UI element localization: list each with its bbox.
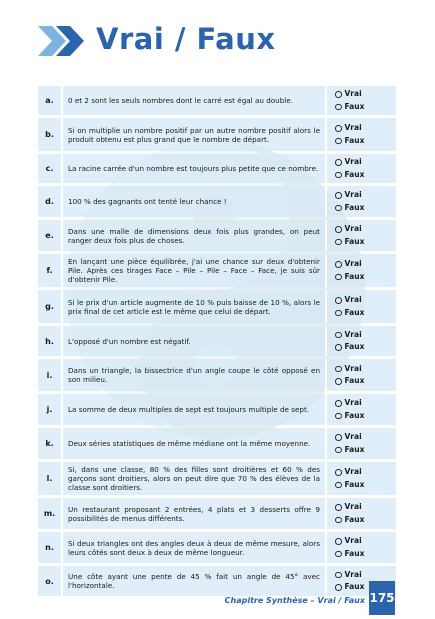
option-false[interactable] [335, 444, 395, 457]
item-statement: L'opposé d'un nombre est négatif. [63, 326, 327, 356]
radio-circle-icon[interactable] [335, 138, 342, 145]
radio-circle-icon[interactable] [335, 239, 342, 246]
option-false[interactable] [335, 479, 395, 492]
item-statement: Dans un triangle, la bissectrice d'un angle coupe le côté opposé en son milieu. [63, 359, 327, 391]
item-letter: l. [38, 462, 63, 495]
quiz-row [38, 220, 396, 251]
option-false-label: Faux [344, 444, 365, 454]
option-true[interactable] [335, 569, 395, 582]
option-false-label: Faux [344, 169, 365, 179]
double-chevron-icon [38, 26, 88, 56]
radio-circle-icon[interactable] [335, 572, 342, 579]
quiz-row [38, 326, 396, 356]
option-false-label: Faux [344, 548, 365, 558]
radio-circle-icon[interactable] [335, 400, 342, 407]
radio-circle-icon[interactable] [335, 261, 342, 268]
quiz-row [38, 428, 396, 459]
option-false-label: Faux [344, 202, 365, 212]
item-statement: 100 % des gagnants ont tenté leur chance ! [63, 186, 327, 217]
item-options [327, 498, 396, 529]
quiz-row [38, 290, 396, 323]
option-true[interactable] [335, 223, 395, 236]
option-false[interactable] [335, 307, 395, 320]
radio-circle-icon[interactable] [335, 551, 342, 558]
option-true-label: Vrai [344, 398, 362, 407]
option-false[interactable] [335, 341, 395, 354]
item-letter: c. [38, 154, 63, 183]
option-true[interactable] [335, 466, 395, 479]
item-statement: Un restaurant proposant 2 entrées, 4 plats et 3 desserts offre 9 possibilités de menus différents. [63, 498, 327, 529]
item-statement: Si, dans une classe, 80 % des filles sont droitières et 60 % des garçons sont droitiers, alors on peut dire que 70 % des élèves de la classe sont droitiers. [63, 462, 327, 495]
option-false-label: Faux [344, 135, 365, 145]
option-false[interactable] [335, 101, 395, 114]
item-statement: Si on multiplie un nombre positif par un autre nombre positif alors le produit obtenu est plus grand que le nombre de départ. [63, 118, 327, 151]
item-statement: En lançant une pièce équilibrée, j'ai une chance sur deux d'obtenir Pile. Après ces tirages Face – Pile – Pile – Face – Face, je suis sûr d'obtenir Pile. [63, 254, 327, 287]
option-false-label: Faux [344, 342, 365, 351]
quiz-row [38, 254, 396, 287]
quiz-row [38, 154, 396, 183]
option-false[interactable] [335, 135, 395, 148]
option-false[interactable] [335, 271, 395, 284]
quiz-row [38, 532, 396, 563]
option-true-label: Vrai [344, 190, 362, 199]
item-letter: g. [38, 290, 63, 323]
option-true-label: Vrai [344, 224, 362, 233]
item-letter: f. [38, 254, 63, 287]
option-false-label: Faux [344, 410, 365, 420]
quiz-row [38, 394, 396, 425]
radio-circle-icon[interactable] [335, 469, 342, 476]
item-options [327, 462, 396, 495]
option-true-label: Vrai [344, 569, 362, 579]
item-letter: m. [38, 498, 63, 529]
radio-circle-icon[interactable] [335, 91, 342, 98]
option-true-label: Vrai [344, 363, 362, 373]
option-false-label: Faux [344, 271, 365, 281]
item-letter: b. [38, 118, 63, 151]
option-false[interactable] [335, 236, 395, 249]
radio-circle-icon[interactable] [335, 159, 342, 166]
option-true[interactable] [335, 294, 395, 307]
option-true-label: Vrai [344, 123, 362, 132]
option-true[interactable] [335, 189, 395, 202]
chapter-title: Chapitre Synthèse – Vrai / Faux [224, 595, 365, 605]
item-letter: h. [38, 326, 63, 356]
radio-circle-icon[interactable] [335, 125, 342, 132]
option-true[interactable] [335, 88, 395, 101]
option-true-label: Vrai [344, 157, 362, 166]
option-true-label: Vrai [344, 259, 362, 268]
radio-circle-icon[interactable] [335, 413, 342, 420]
option-false-label: Faux [344, 582, 365, 591]
item-statement: Deux séries statistiques de même médiane ont la même moyenne. [63, 428, 327, 459]
item-statement: Si le prix d'un article augmente de 10 % puis baisse de 10 %, alors le prix final de cet article est le même que celui de départ. [63, 290, 327, 323]
quiz-row [38, 462, 396, 495]
item-statement: La somme de deux multiples de sept est toujours multiple de sept. [63, 394, 327, 425]
option-true[interactable] [335, 122, 395, 135]
item-options [327, 86, 396, 115]
quiz-row [38, 118, 396, 151]
item-letter: d. [38, 186, 63, 217]
option-true-label: Vrai [344, 502, 362, 511]
option-true-label: Vrai [344, 295, 362, 304]
quiz-row [38, 498, 396, 529]
quiz-row [38, 186, 396, 217]
item-letter: e. [38, 220, 63, 251]
option-false[interactable] [335, 202, 395, 215]
option-true[interactable] [335, 397, 395, 410]
page-footer [225, 585, 395, 615]
quiz-row [38, 86, 396, 115]
item-statement: La racine carrée d'un nombre est toujours plus petite que ce nombre. [63, 154, 327, 183]
item-options [327, 359, 396, 391]
option-true[interactable] [335, 156, 395, 169]
radio-circle-icon[interactable] [335, 344, 342, 351]
page-number: 175 [369, 581, 395, 615]
option-false-label: Faux [344, 236, 365, 246]
page-title: Vrai / Faux [96, 22, 276, 56]
option-true-label: Vrai [344, 536, 362, 545]
item-letter: n. [38, 532, 63, 563]
item-letter: k. [38, 428, 63, 459]
option-true-label: Vrai [344, 432, 362, 441]
radio-circle-icon[interactable] [335, 172, 342, 179]
item-statement: Si deux triangles ont des angles deux à deux de même mesure, alors leurs côtés sont deux à deux de même longueur. [63, 532, 327, 563]
item-options [327, 290, 396, 323]
item-options [327, 532, 396, 563]
option-true[interactable] [335, 501, 395, 514]
item-options [327, 394, 396, 425]
radio-circle-icon[interactable] [335, 104, 342, 111]
item-letter: a. [38, 86, 63, 115]
item-options [327, 428, 396, 459]
option-true[interactable] [335, 258, 395, 271]
radio-circle-icon[interactable] [335, 504, 342, 511]
item-options [327, 118, 396, 151]
radio-circle-icon[interactable] [335, 517, 342, 524]
option-true[interactable] [335, 363, 395, 376]
item-letter: j. [38, 394, 63, 425]
option-true[interactable] [335, 329, 395, 342]
option-true-label: Vrai [344, 467, 362, 476]
quiz-row [38, 359, 396, 391]
radio-circle-icon[interactable] [335, 332, 342, 339]
radio-circle-icon[interactable] [335, 226, 342, 233]
option-false[interactable] [335, 410, 395, 423]
radio-circle-icon[interactable] [335, 274, 342, 281]
item-options [327, 154, 396, 183]
item-options [327, 326, 396, 356]
option-false-label: Faux [344, 101, 365, 111]
radio-circle-icon[interactable] [335, 378, 342, 385]
item-letter: o. [38, 566, 63, 596]
item-statement: 0 et 2 sont les seuls nombres dont le carré est égal au double. [63, 86, 327, 115]
true-false-table [38, 83, 396, 599]
option-false[interactable] [335, 548, 395, 561]
option-false[interactable] [335, 514, 395, 527]
item-options [327, 254, 396, 287]
radio-circle-icon[interactable] [335, 538, 342, 545]
item-statement: Dans une malle de dimensions deux fois plus grandes, on peut ranger deux fois plus de choses. [63, 220, 327, 251]
item-statement: Une côte ayant une pente de 45 % fait un angle de 45° avec l'horizontale. [63, 566, 327, 596]
radio-circle-icon[interactable] [335, 482, 342, 489]
option-false-label: Faux [344, 376, 365, 385]
option-true[interactable] [335, 431, 395, 444]
item-options [327, 186, 396, 217]
option-true-label: Vrai [344, 329, 362, 339]
page-header [38, 20, 338, 64]
radio-circle-icon[interactable] [335, 434, 342, 441]
option-true[interactable] [335, 535, 395, 548]
item-letter: i. [38, 359, 63, 391]
radio-circle-icon[interactable] [335, 192, 342, 199]
radio-circle-icon[interactable] [335, 447, 342, 454]
radio-circle-icon[interactable] [335, 366, 342, 373]
option-false-label: Faux [344, 479, 365, 489]
option-false-label: Faux [344, 514, 365, 524]
radio-circle-icon[interactable] [335, 205, 342, 212]
radio-circle-icon[interactable] [335, 297, 342, 304]
option-false[interactable] [335, 169, 395, 182]
option-true-label: Vrai [344, 89, 362, 98]
option-false-label: Faux [344, 307, 365, 317]
item-options [327, 220, 396, 251]
option-false[interactable] [335, 375, 395, 388]
radio-circle-icon[interactable] [335, 310, 342, 317]
